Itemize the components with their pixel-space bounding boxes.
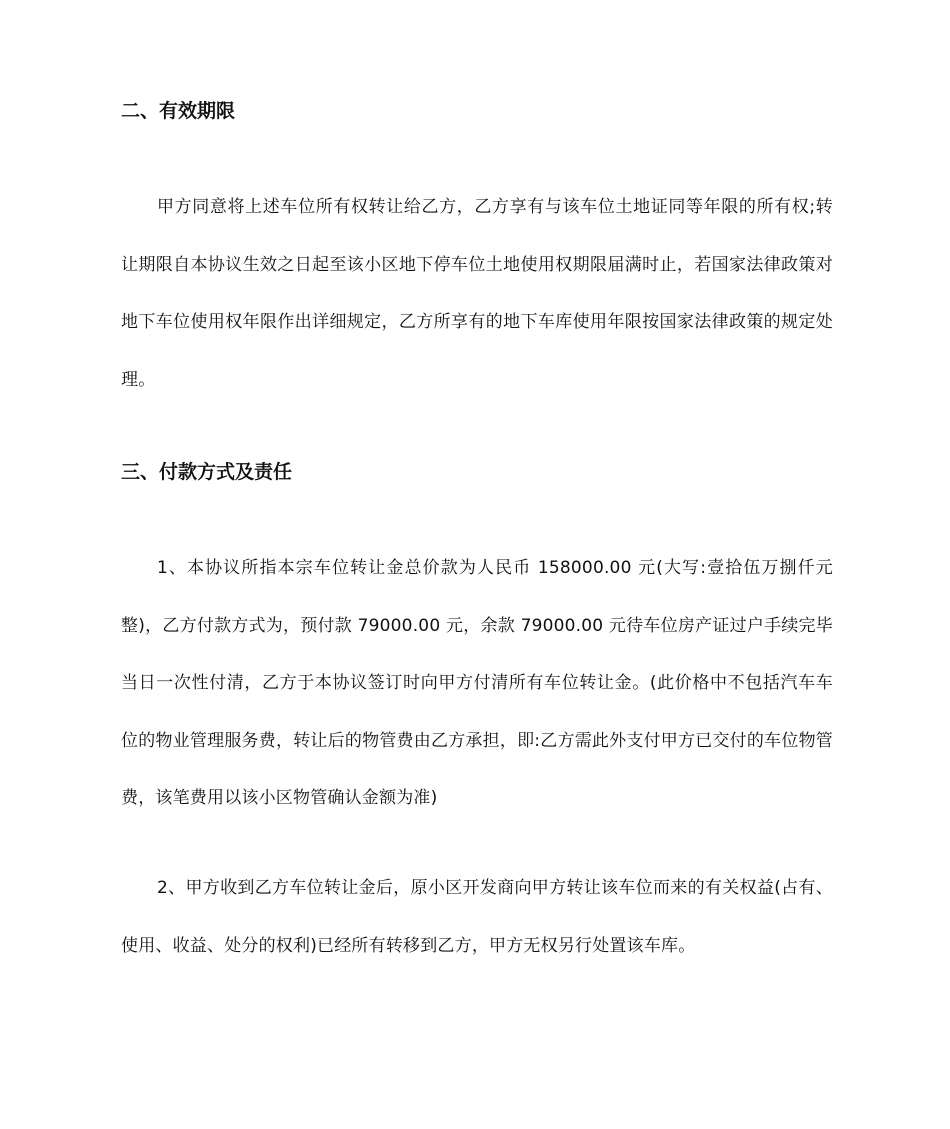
section-2-heading: 二、有效期限: [121, 100, 236, 122]
section-3-paragraph-2: 2、甲方收到乙方车位转让金后，原小区开发商向甲方转让该车位而来的有关权益(占有、使用、收益、处分的权利)已经所有转移到乙方，甲方无权另行处置该车库。: [121, 878, 833, 956]
section-3-heading: 三、付款方式及责任: [121, 461, 293, 483]
section-3-paragraph-1: 1、本协议所指本宗车位转让金总价款为人民币 158000.00 元(大写:壹拾伍万捌仟元整)，乙方付款方式为，预付款 79000.00 元，余款 79000.00 元待车位房产证过户手续完毕当日一次性付清，乙方于本协议签订时向甲方付清所有车位转让金。(此价格中不包括汽车车位的物业管理服务费，转让后的物管费由乙方承担，即:乙方需此外支付甲方已交付的车位物管费，该笔费用以该小区物管确认金额为准): [121, 558, 833, 808]
section-2-paragraph: 甲方同意将上述车位所有权转让给乙方，乙方享有与该车位土地证同等年限的所有权;转让期限自本协议生效之日起至该小区地下停车位土地使用权期限届满时止，若国家法律政策对地下车位使用权年限作出详细规定，乙方所享有的地下车库使用年限按国家法律政策的规定处理。: [121, 197, 833, 390]
